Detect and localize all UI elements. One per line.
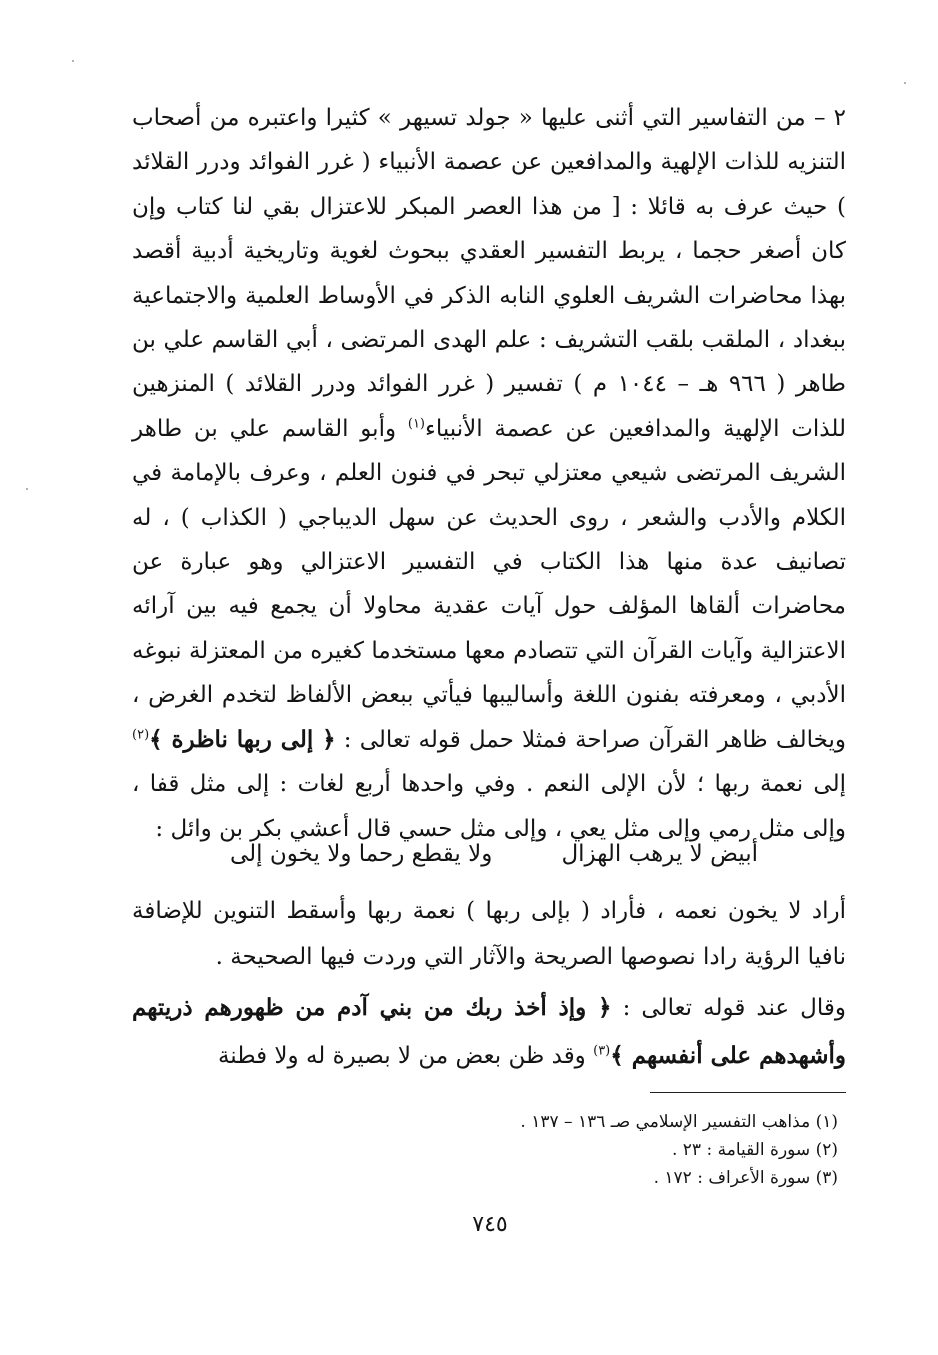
footnote-3: (٣) سورة الأعراف : ١٧٢ . [653, 1168, 838, 1188]
footnote-ref-1[interactable]: (١) [407, 416, 425, 432]
footnote-1: (١) مذاهب التفسير الإسلامي صـ ١٣٦ – ١٣٧ . [520, 1112, 838, 1132]
footnote-ref-2[interactable]: (٢) [132, 727, 150, 743]
poem-hemistich-1: أبيض لا يرهب الهزال [561, 841, 758, 867]
scan-speck [26, 488, 28, 490]
paragraph-3-rest: وقد ظن بعض من لا بصيرة له ولا فطنة [217, 1043, 594, 1069]
paragraph-3-intro: وقال عند قوله تعالى : [611, 995, 847, 1021]
footnote-ref-3[interactable]: (٣) [593, 1043, 611, 1059]
page-number: ٧٤٥ [472, 1212, 508, 1237]
paragraph-text-cont: وأبو القاسم علي بن طاهر الشريف المرتضى شيعي معتزلي تبحر في فنون العلم ، وعرف بالإمامة في الكلام والأدب والشعر ، روى الحديث عن سهل الديباجي ( الكذاب ) ، له تصانيف عدة منها هذا الكتاب في التفسير الاعتزالي وهو عبارة عن محاضرات ألقاها المؤلف حول آيات عقدية محاولا أن يجمع فيه بين آرائه الاعتزالية وآيات القرآن التي تتصادم معها مستخدما كغيره من المعتزلة نبوغه الأدبي ، ومعرفته بفنون اللغة وأساليبها فيأتي ببعض الألفاظ لتخدم الغرض ، ويخالف ظاهر القرآن صراحة فمثلا حمل قوله تعالى : [132, 415, 847, 753]
footnote-divider [650, 1092, 846, 1093]
paragraph-2 [132, 888, 846, 980]
paragraph-text-end: إلى نعمة ربها ؛ لأن الإلى النعم . وفي واحدها أربع لغات : إلى مثل قفا ، وإلى مثل رمي وإلى مثل يعي ، وإلى مثل حسي قال أعشي بكر بن وائل : [132, 771, 846, 842]
paragraph-2-text: أراد لا يخون نعمه ، فأراد ( بإلى ربها ) نعمة ربها وأسقط التنوين للإضافة نافيا الرؤية رادا نصوصها الصريحة والآثار التي وردت فيها الصحيحة . [132, 898, 846, 970]
poem-hemistich-2: ولا يقطع رحما ولا يخون إلى [230, 841, 493, 867]
paragraph-3 [132, 984, 846, 1080]
quran-verse-1: ﴿ إلى ربها ناظرة ﴾ [149, 725, 336, 753]
scan-speck [904, 82, 906, 84]
main-paragraph [132, 96, 846, 851]
poem-verse [230, 832, 758, 876]
quran-verse-2: ﴿ وإذ أخذ ربك من بني آدم من ظهورهم ذريتهم وأشهدهم على أنفسهم ﴾ [132, 994, 846, 1069]
paragraph-text: ٢ – من التفاسير التي أثنى عليها « جولد تسيهر » كثيرا واعتبره من أصحاب التنزيه للذات الإلهية والمدافعين عن عصمة الأنبياء ( غرر الفوائد ودرر القلائد ) حيث عرف به قائلا : [ من هذا العصر المبكر للاعتزال بقي لنا كتاب وإن كان أصغر حجما ، يربط التفسير العقدي ببحوث لغوية وتاريخية أدبية أقصد بهذا محاضرات الشريف العلوي النابه الذكر في الأوساط العلمية والاجتماعية ببغداد ، الملقب بلقب التشريف : علم الهدى المرتضى ، أبي القاسم علي بن طاهر ( ٩٦٦ هـ – ١٠٤٤ م ) تفسير ( غرر الفوائد ودرر القلائد ) المنزهين للذات الإلهية والمدافعين عن عصمة الأنبياء [132, 105, 846, 442]
scan-speck [72, 60, 74, 62]
footnotes [300, 1108, 838, 1192]
footnote-2: (٢) سورة القيامة : ٢٣ . [671, 1140, 838, 1160]
